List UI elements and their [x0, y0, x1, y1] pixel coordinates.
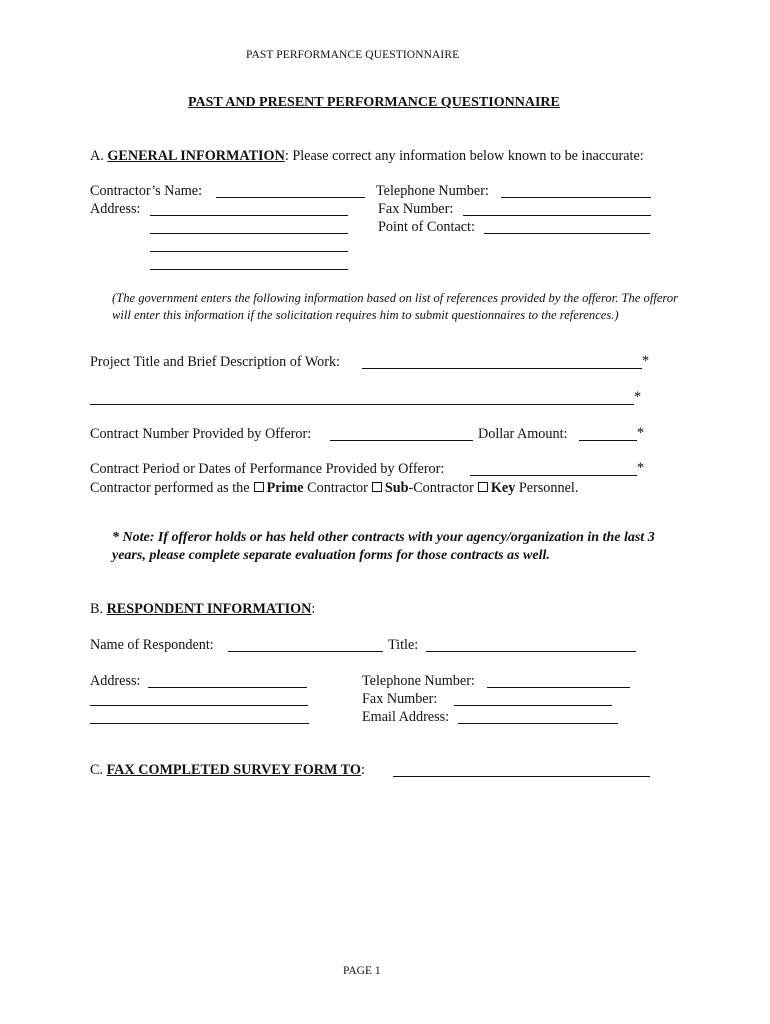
respondent-address-field-2[interactable]	[90, 705, 308, 706]
telephone-label: Telephone Number:	[376, 183, 489, 199]
point-of-contact-label: Point of Contact:	[378, 219, 475, 235]
required-asterisk: *	[637, 460, 645, 476]
performed-as-row	[90, 480, 578, 497]
contract-period-label: Contract Period or Dates of Performance Provided by Offeror:	[90, 461, 445, 477]
running-header: PAST PERFORMANCE QUESTIONNAIRE	[246, 49, 460, 61]
personnel-word: Personnel.	[518, 480, 579, 496]
prime-checkbox[interactable]	[254, 482, 264, 492]
respondent-fax-label: Fax Number:	[362, 691, 438, 707]
section-b-letter: B.	[90, 601, 104, 617]
section-a-title: GENERAL INFORMATION	[107, 148, 285, 164]
respondent-address-label: Address:	[90, 673, 141, 689]
contract-period-field[interactable]	[470, 475, 637, 476]
section-b-heading	[90, 601, 315, 618]
fax-to-field[interactable]	[393, 776, 650, 777]
respondent-fax-field[interactable]	[454, 705, 612, 706]
government-note: (The government enters the following information based on list of references provided by the offeror. The offeror will enter this information if the solicitation requires him to submit questionnaires to the references.)	[112, 291, 679, 322]
project-title-field-2[interactable]	[90, 404, 634, 405]
required-asterisk: *	[642, 353, 650, 369]
section-c-heading	[90, 762, 365, 779]
section-c-colon: :	[360, 762, 365, 778]
respondent-title-label: Title:	[388, 637, 419, 653]
respondent-title-field[interactable]	[426, 651, 636, 652]
point-of-contact-field[interactable]	[484, 233, 650, 234]
respondent-name-label: Name of Respondent:	[90, 637, 214, 653]
respondent-email-label: Email Address:	[362, 709, 450, 725]
performed-as-label: Contractor performed as the	[90, 480, 250, 496]
project-title-label: Project Title and Brief Description of Work:	[90, 354, 340, 370]
key-checkbox[interactable]	[478, 482, 488, 492]
section-b-title: RESPONDENT INFORMATION	[106, 601, 312, 617]
section-a-letter: A.	[90, 148, 104, 164]
dollar-amount-field[interactable]	[579, 440, 637, 441]
respondent-address-field-1[interactable]	[148, 687, 307, 688]
telephone-field[interactable]	[501, 197, 651, 198]
fax-field[interactable]	[463, 215, 651, 216]
address-label: Address:	[90, 201, 141, 217]
contractor-name-field[interactable]	[216, 197, 365, 198]
sub-label: Sub	[384, 480, 409, 496]
respondent-name-field[interactable]	[228, 651, 383, 652]
dollar-amount-label: Dollar Amount:	[478, 426, 568, 442]
address-field-4[interactable]	[150, 269, 348, 270]
section-b-colon: :	[311, 601, 316, 617]
required-asterisk: *	[637, 425, 645, 441]
project-title-field-1[interactable]	[362, 368, 642, 369]
respondent-address-field-3[interactable]	[90, 723, 309, 724]
key-label: Key	[490, 480, 516, 496]
section-c-letter: C.	[90, 762, 104, 778]
address-field-1[interactable]	[150, 215, 348, 216]
page-title: PAST AND PRESENT PERFORMANCE QUESTIONNAIRE	[188, 95, 560, 110]
contractor-word: Contractor	[307, 480, 368, 496]
prime-label: Prime	[266, 480, 304, 496]
section-a-heading	[90, 148, 644, 165]
address-field-2[interactable]	[150, 233, 348, 234]
respondent-email-field[interactable]	[458, 723, 618, 724]
contract-number-label: Contract Number Provided by Offeror:	[90, 426, 312, 442]
section-a-instructions: : Please correct any information below known to be inaccurate:	[284, 148, 644, 164]
contract-number-field[interactable]	[330, 440, 473, 441]
sub-rest: -Contractor	[408, 480, 474, 496]
note: * Note: If offeror holds or has held other contracts with your agency/organization in the last 3 years, please complete separate evaluation forms for those contracts as well.	[112, 530, 655, 563]
section-c-title: FAX COMPLETED SURVEY FORM TO	[106, 762, 361, 778]
respondent-telephone-field[interactable]	[487, 687, 630, 688]
contractor-name-label: Contractor’s Name:	[90, 183, 203, 199]
required-asterisk: *	[634, 389, 642, 405]
page-number: PAGE 1	[343, 965, 381, 977]
sub-checkbox[interactable]	[372, 482, 382, 492]
respondent-telephone-label: Telephone Number:	[362, 673, 475, 689]
fax-label: Fax Number:	[378, 201, 454, 217]
address-field-3[interactable]	[150, 251, 348, 252]
